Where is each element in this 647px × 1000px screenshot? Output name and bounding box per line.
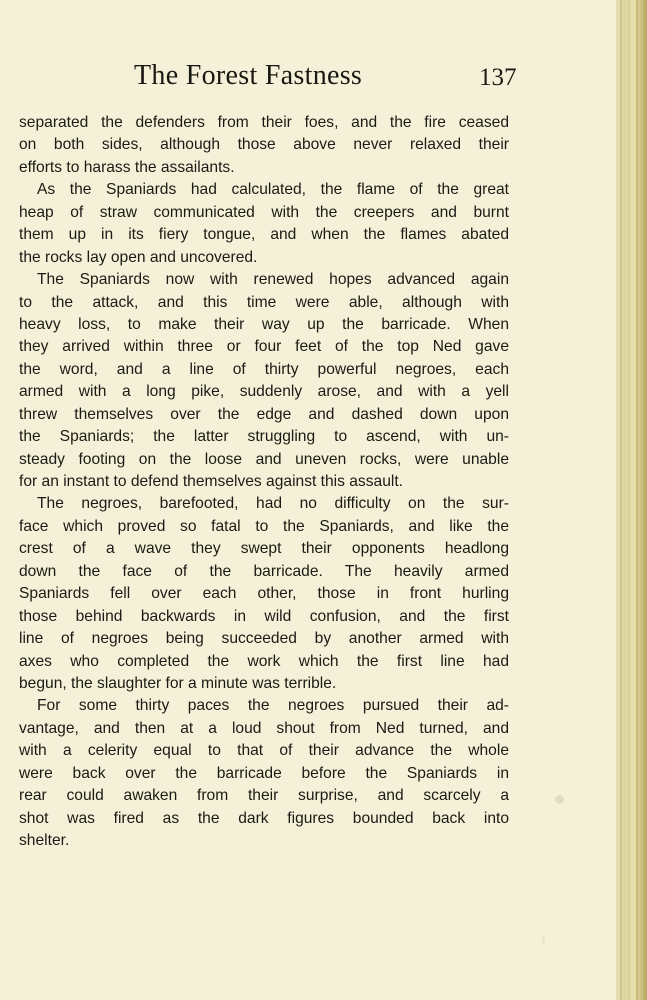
text-line: As the Spaniards had calculated, the flame of the great	[37, 181, 509, 199]
text-line: The Spaniards now with renewed hopes advanced again	[37, 271, 509, 289]
text-line: to the attack, and this time were able, although with	[19, 293, 509, 311]
page-stack-edge-line	[620, 0, 622, 1000]
text-line: line of negroes being succeeded by another armed with	[19, 630, 509, 648]
text-line: shot was fired as the dark figures bounded back into	[19, 809, 509, 827]
text-line: face which proved so fatal to the Spaniards, and like the	[19, 517, 509, 535]
page-header	[0, 60, 616, 100]
text-line: were back over the barricade before the Spaniards in	[19, 764, 509, 782]
body-text	[19, 112, 509, 852]
text-line: down the face of the barricade. The heavily armed	[19, 562, 509, 580]
page-stack-edge-line	[628, 0, 630, 1000]
text-line: heavy loss, to make their way up the barricade. When	[19, 315, 509, 333]
text-line: on both sides, although those above never relaxed their	[19, 136, 509, 154]
text-line: the Spaniards; the latter struggling to ascend, with un-	[19, 428, 509, 446]
text-line: shelter.	[19, 832, 70, 849]
text-line: crest of a wave they swept their opponents headlong	[19, 540, 509, 558]
text-line: armed with a long pike, suddenly arose, and with a yell	[19, 383, 509, 401]
text-line: begun, the slaughter for a minute was terrible.	[19, 674, 337, 692]
text-line: those behind backwards in wild confusion, and the first	[19, 607, 509, 625]
text-line: for an instant to defend themselves against this assault.	[19, 473, 404, 490]
text-line: the word, and a line of thirty powerful negroes, each	[19, 360, 509, 378]
text-line: threw themselves over the edge and dashed down upon	[19, 405, 509, 423]
text-line: axes who completed the work which the first line had	[19, 652, 509, 670]
text-line: separated the defenders from their foes, and the fire ceased	[19, 114, 509, 131]
paper-spot	[555, 795, 564, 804]
text-line: heap of straw communicated with the creepers and burnt	[19, 203, 509, 221]
text-line: them up in its fiery tongue, and when the flames abated	[19, 226, 509, 244]
text-line: rear could awaken from their surprise, and scarcely a	[19, 787, 509, 805]
text-line: vantage, and then at a loud shout from Ned turned, and	[19, 719, 509, 737]
text-line: they arrived within three or four feet of the top Ned gave	[19, 338, 509, 356]
page-number: 137	[479, 64, 517, 91]
text-line: For some thirty paces the negroes pursued their ad-	[37, 697, 509, 715]
text-line: Spaniards fell over each other, those in front hurling	[19, 585, 509, 603]
text-line: efforts to harass the assailants.	[19, 158, 235, 176]
text-line: steady footing on the loose and uneven rocks, were unable	[19, 450, 509, 468]
text-line: the rocks lay open and uncovered.	[19, 248, 258, 266]
page-stack-edge-line	[636, 0, 638, 1000]
running-title: The Forest Fastness	[134, 60, 363, 91]
text-line: The negroes, barefooted, had no difficulty on the sur-	[37, 495, 509, 513]
paper-spot	[542, 936, 545, 944]
text-line: with a celerity equal to that of their advance the whole	[19, 742, 509, 760]
